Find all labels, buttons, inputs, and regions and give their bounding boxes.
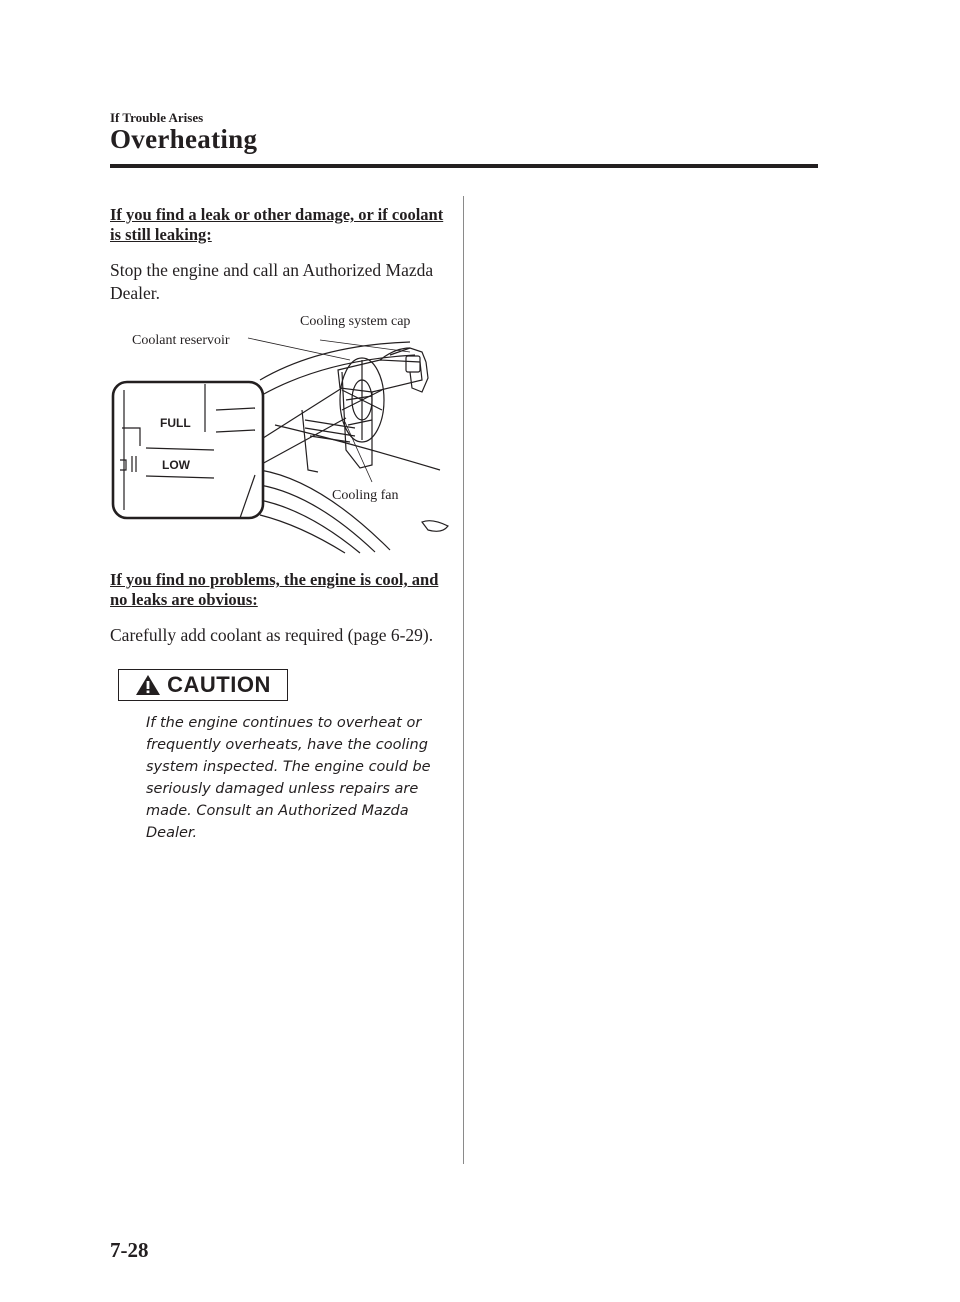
paragraph-add-coolant: Carefully add coolant as required (page 6-29). — [110, 625, 434, 645]
column-divider — [463, 196, 464, 1164]
caution-label: CAUTION — [167, 672, 271, 697]
warning-triangle-icon — [135, 674, 161, 696]
paragraph-call-dealer: Stop the engine and call an Authorized Mazda Dealer. — [110, 260, 434, 303]
section-label: If Trouble Arises — [110, 110, 204, 125]
subheading-no-problems: If you find no problems, the engine is cool, and no leaks are obvious: — [110, 570, 439, 609]
label-coolant-reservoir: Coolant reservoir — [132, 333, 230, 348]
level-low-label: LOW — [162, 458, 190, 472]
engine-bay-drawing — [260, 342, 448, 553]
page-number: 7-28 — [110, 1238, 149, 1262]
level-full-label: FULL — [160, 416, 191, 430]
caution-banner — [118, 669, 288, 701]
subheading-leak-found: If you find a leak or other damage, or if coolant is still leaking: — [110, 205, 444, 244]
coolant-level-inset — [113, 382, 263, 518]
label-cooling-system-cap: Cooling system cap — [300, 314, 411, 329]
coolant-reservoir-illustration — [110, 300, 450, 555]
label-cooling-fan: Cooling fan — [332, 488, 399, 503]
page-title: Overheating — [110, 124, 258, 154]
title-rule — [110, 164, 818, 168]
leader-lines — [248, 338, 410, 482]
caution-text: If the engine continues to overheat or frequently overheats, have the cooling system inspected. The engine could be seriously damaged unless repairs are made. Consult an Authorized Mazda Dealer. — [146, 715, 431, 841]
